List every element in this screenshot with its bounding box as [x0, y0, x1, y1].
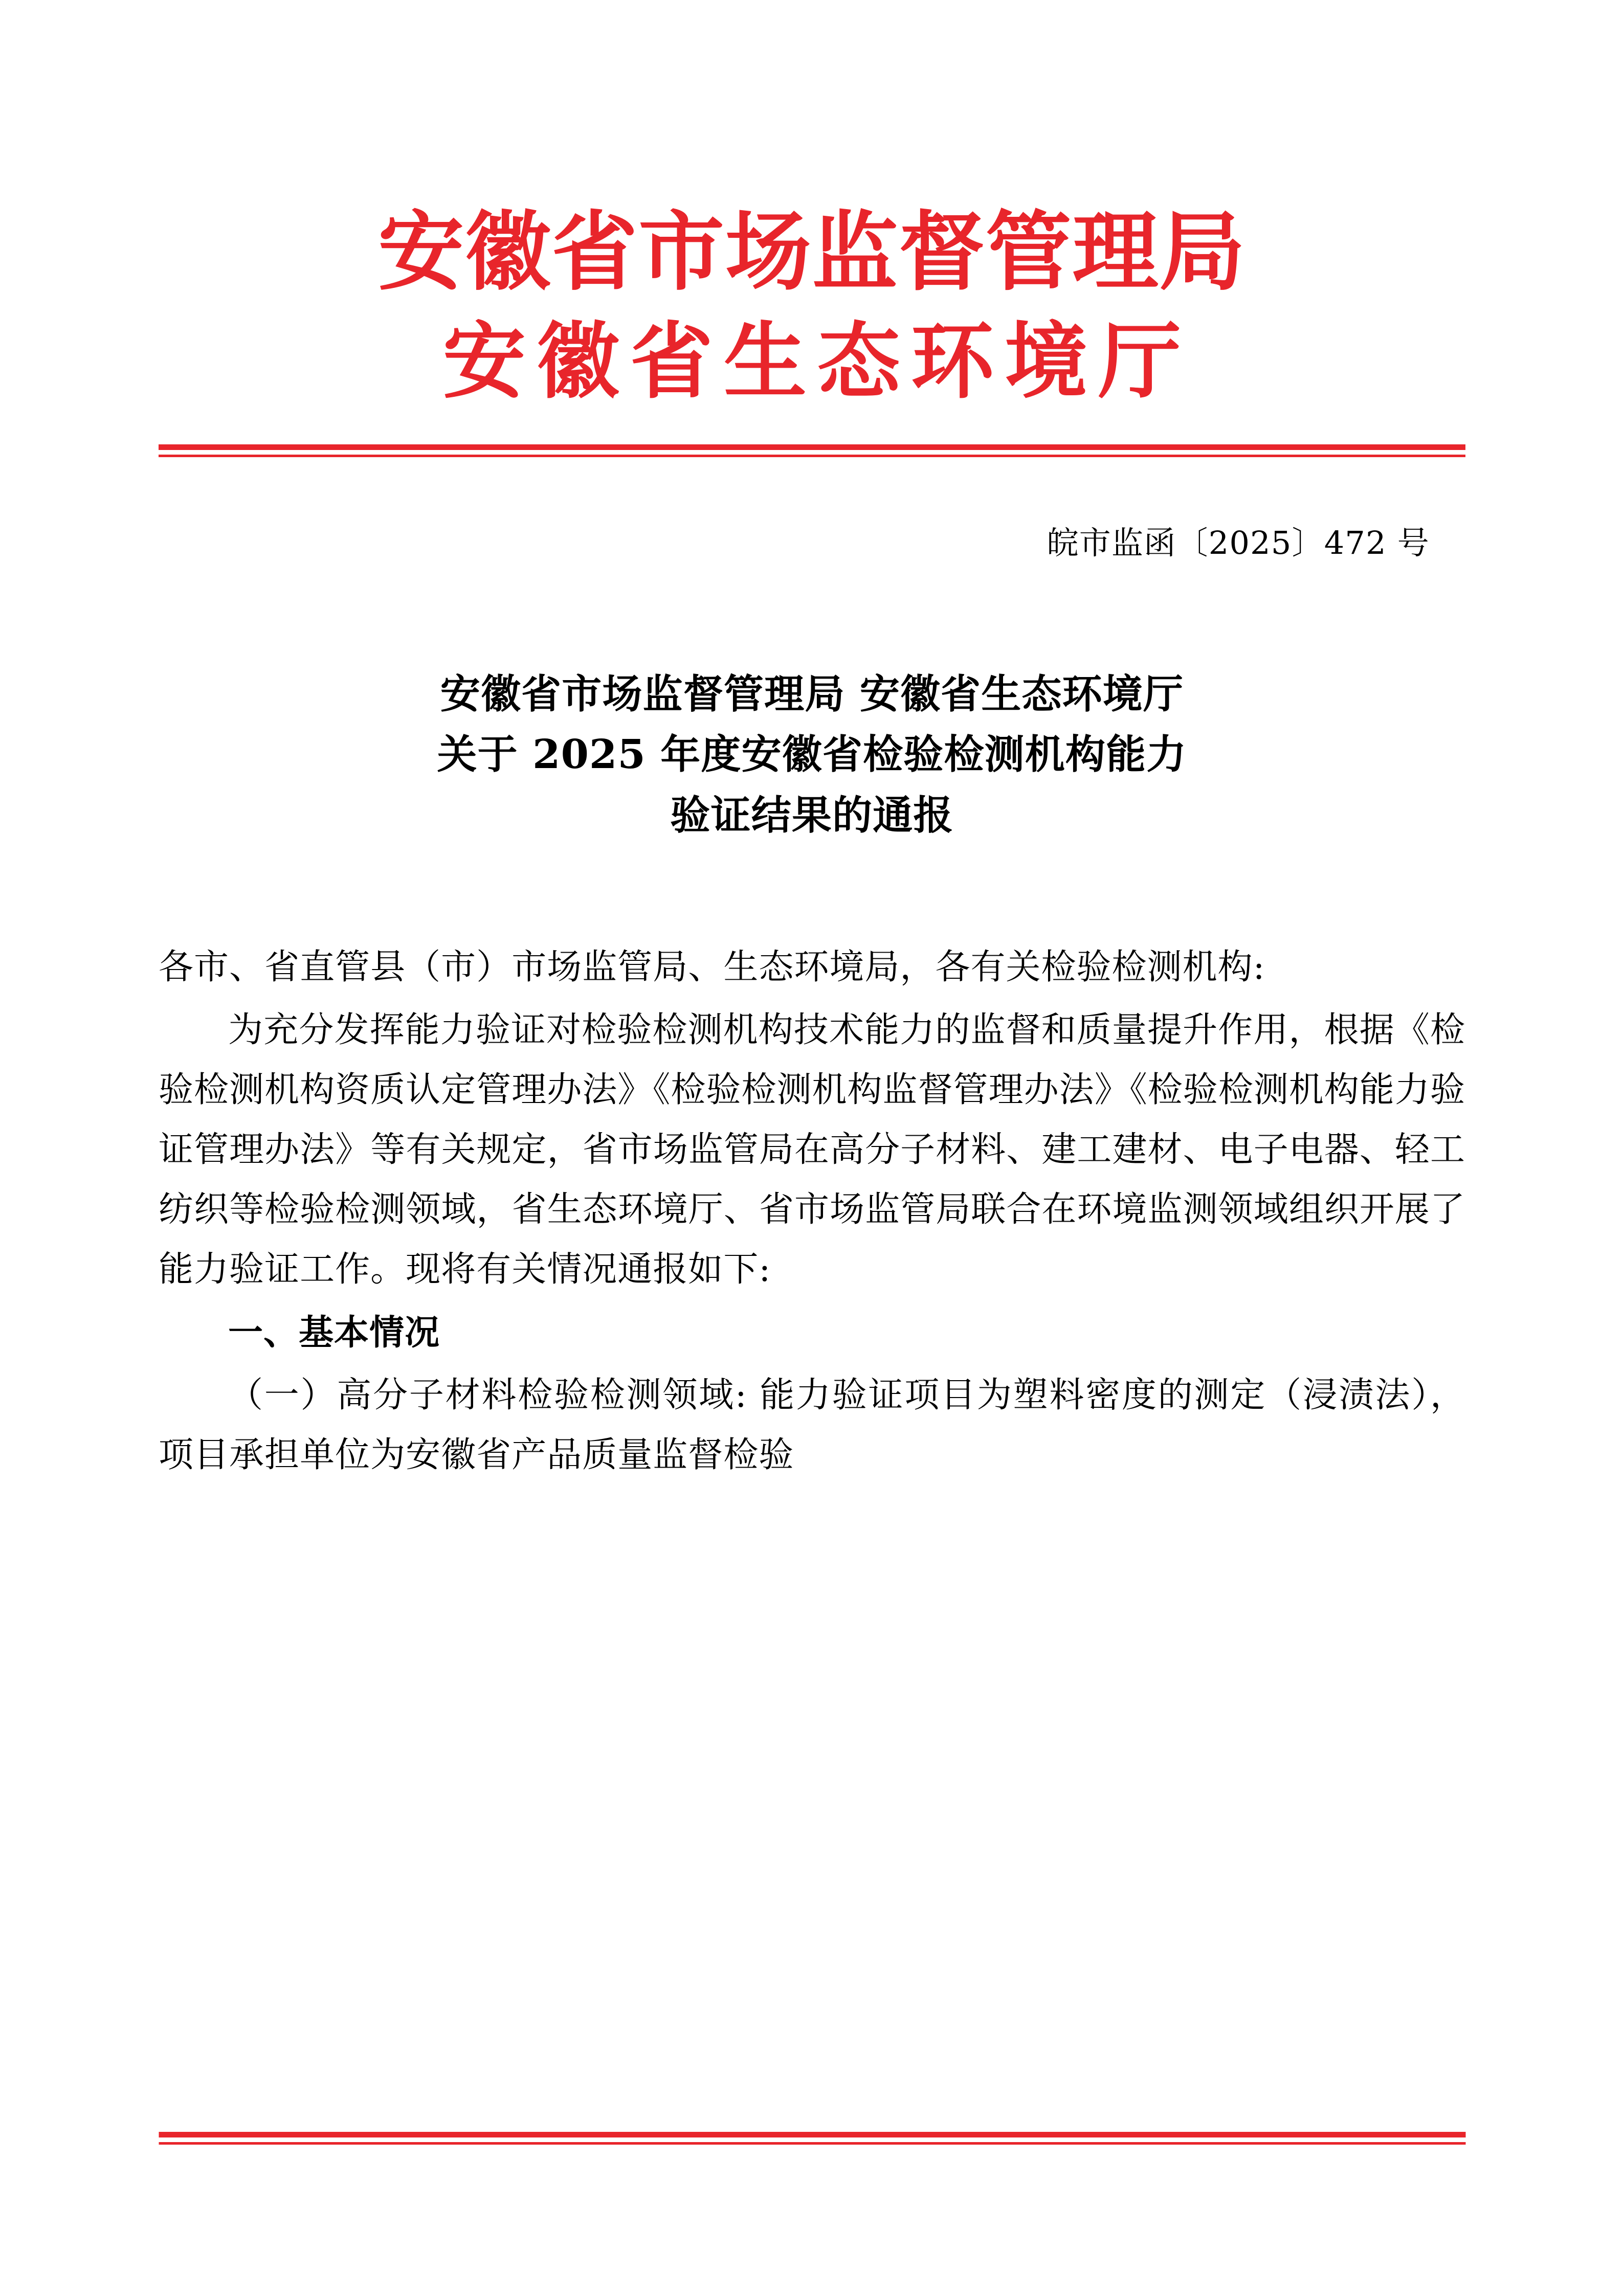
salutation-paragraph: 各市、省直管县（市）市场监管局、生态环境局，各有关检验检测机构:: [159, 947, 1265, 988]
header-red-rule: [159, 444, 1465, 457]
letterhead-line-2: 安徽省生态环境厅: [442, 312, 1192, 410]
document-title-line-1: 安徽省市场监督管理局 安徽省生态环境厅: [440, 670, 1184, 717]
section-1-item-1: （一）高分子材料检验检测领域: 能力验证项目为塑料密度的测定（浸渍法），项目承担单位为安徽省产品质量监督检验: [159, 1375, 1465, 1475]
letterhead-line-1: 安徽省市场监督管理局: [378, 201, 1246, 302]
header-rule-thin: [159, 455, 1465, 457]
body-paragraph-1: 为充分发挥能力验证对检验检测机构技术能力的监督和质量提升作用，根据《检验检测机构资质认定管理办法》《检验检测机构监督管理办法》《检验检测机构能力验证管理办法》等有关规定，省市场监管局在高分子材料、建工建材、电子电器、轻工纺织等检验检测领域，省生态环境厅、省市场监管局联合在环境监测领域组织开展了能力验证工作。现将有关情况通报如下:: [159, 1010, 1465, 1290]
document-title: [193, 664, 1431, 846]
letterhead: [0, 0, 1624, 413]
document-title-line-3: 验证结果的通报: [670, 792, 954, 839]
document-title-line-2: 关于 2025 年度安徽省检验检测机构能力: [437, 731, 1187, 778]
section-heading-1: 一、基本情况: [228, 1312, 440, 1353]
document-number: 皖市监函〔2025〕472 号: [1047, 524, 1430, 561]
header-rule-thick: [159, 444, 1465, 450]
document-body: [159, 938, 1465, 1485]
footer-rule-thick: [159, 2132, 1465, 2137]
footer-rule-thin: [159, 2142, 1465, 2145]
footer-red-rule: [159, 2132, 1465, 2145]
